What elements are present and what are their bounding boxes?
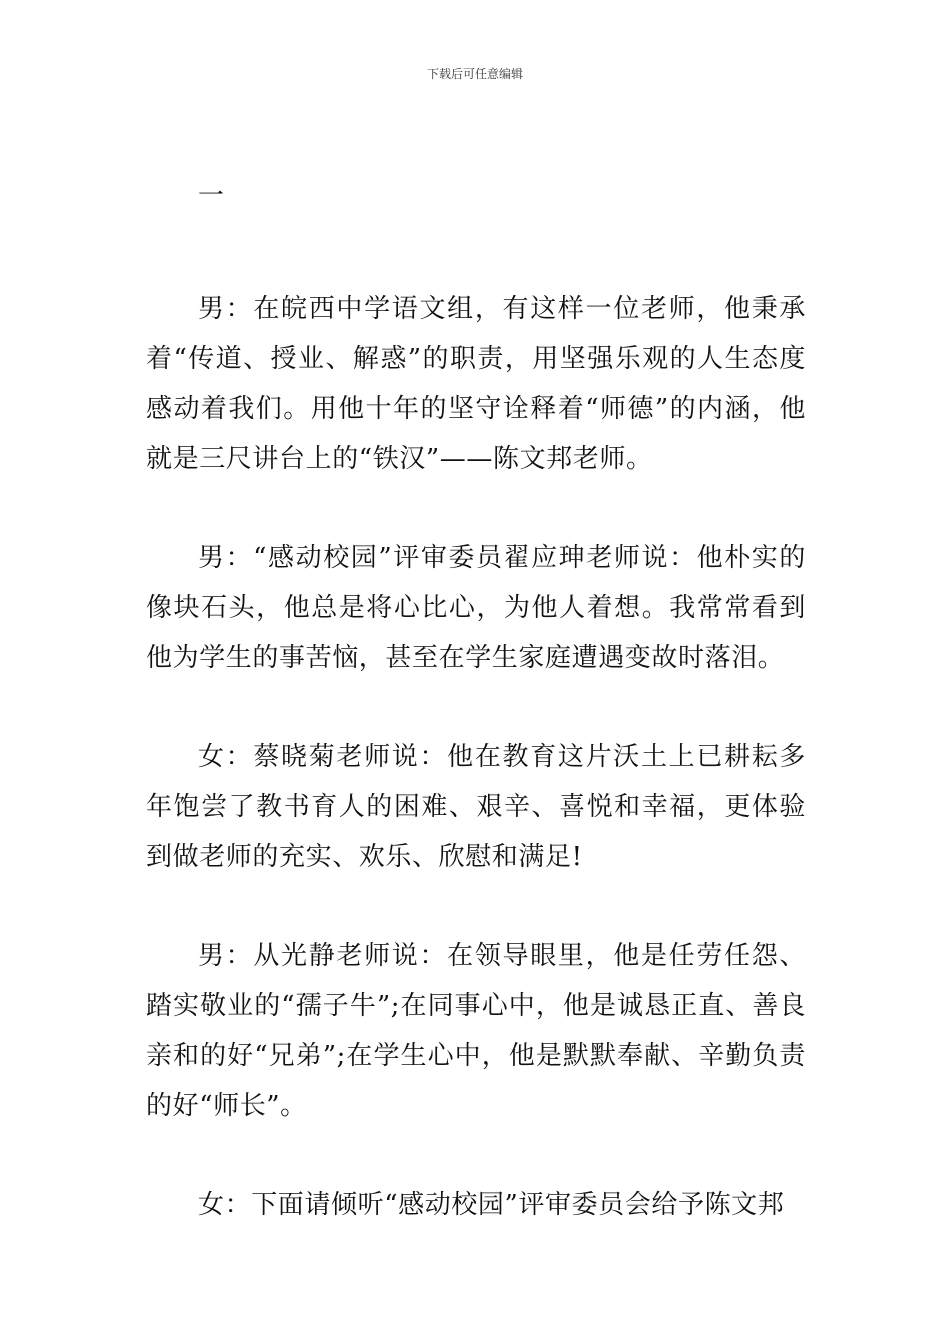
paragraph-3: 女：蔡晓菊老师说：他在教育这片沃土上已耕耘多年饱尝了教书育人的困难、艰辛、喜悦和幸福，更体验到做老师的充实、欢乐、欣慰和满足! <box>146 742 806 872</box>
page-header: 下载后可任意编辑 <box>426 67 523 81</box>
paragraph-2: 男：“感动校园”评审委员翟应珅老师说：他朴实的像块石头，他总是将心比心，为他人着想。我常常看到他为学生的事苦恼，甚至在学生家庭遭遇变故时落泪。 <box>146 543 806 673</box>
paragraph-1: 男：在皖西中学语文组，有这样一位老师，他秉承着“传道、授业、解惑”的职责，用坚强乐观的人生态度感动着我们。用他十年的坚守诠释着“师德”的内涵，他就是三尺讲台上的“铁汉”——陈文邦老师。 <box>146 294 806 474</box>
paragraph-5: 女：下面请倾听“感动校园”评审委员会给予陈文邦 <box>198 1190 785 1220</box>
paragraph-4: 男：从光静老师说：在领导眼里，他是任劳任怨、踏实敬业的“孺子牛”;在同事心中，他是诚恳正直、善良亲和的好“兄弟”;在学生心中，他是默默奉献、辛勤负责的好“师长”。 <box>146 941 806 1121</box>
document-body <box>146 176 806 1279</box>
section-number: 一 <box>198 181 225 211</box>
